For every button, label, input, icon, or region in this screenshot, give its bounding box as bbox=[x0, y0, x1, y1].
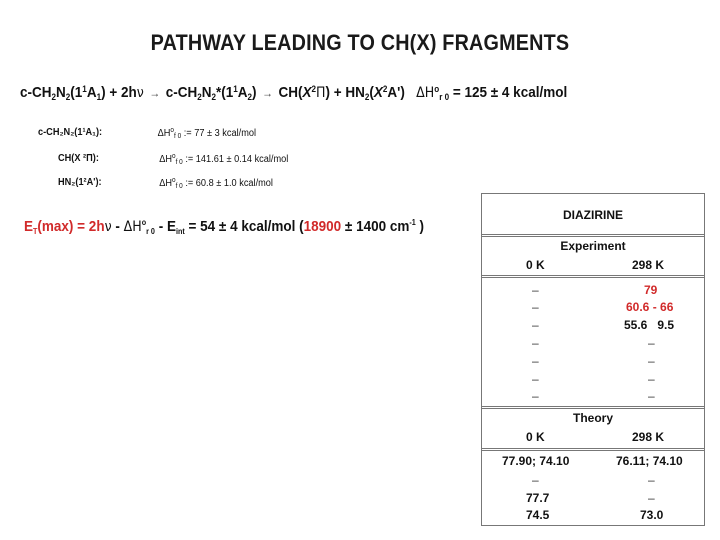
reaction-equation: $c-CH_2N_2(1^1A_1) + 2h\nu \to c-CH_2N_2*(1^1A_2) \to CH(X^2\Pi) + HN_2(X^2A')$ $\Delta H^o_{r 0} = 125 \pm 4$ kcal/mol bbox=[20, 84, 568, 102]
table-divider bbox=[482, 275, 704, 278]
col-header-0k: 0 K bbox=[526, 258, 545, 272]
table-cell: – bbox=[532, 389, 539, 403]
table-cell: 79 bbox=[644, 283, 658, 297]
table-cell: 73.0 bbox=[640, 508, 664, 522]
table-cell: – bbox=[648, 389, 655, 403]
col-header-0k: 0 K bbox=[526, 430, 545, 444]
table-cell: – bbox=[532, 283, 539, 297]
table-cell: – bbox=[648, 336, 655, 350]
table-divider bbox=[482, 448, 704, 451]
table-cell: – bbox=[532, 354, 539, 368]
reaction-arrow-icon: → bbox=[149, 86, 161, 100]
table-cell: 76.11; 74.10 bbox=[616, 454, 683, 468]
table-cell: 55.6 9.5 bbox=[624, 318, 675, 332]
experiment-label: Experiment bbox=[560, 239, 626, 253]
theory-label: Theory bbox=[572, 411, 613, 425]
table-cell: – bbox=[532, 473, 539, 487]
reaction-arrow-icon: → bbox=[262, 86, 273, 100]
table-cell: – bbox=[532, 336, 539, 350]
table-cell: 77.7 bbox=[526, 491, 550, 505]
col-header-298k: 298 K bbox=[632, 258, 665, 272]
table-cell: 60.6 - 66 bbox=[626, 300, 674, 314]
table-cell: 74.5 bbox=[526, 508, 550, 522]
table-title: DIAZIRINE bbox=[563, 208, 623, 222]
table-cell: – bbox=[648, 473, 655, 487]
table-cell: – bbox=[532, 318, 539, 332]
table-cell: – bbox=[648, 491, 655, 505]
table-cell: – bbox=[532, 372, 539, 386]
table-cell: – bbox=[648, 354, 655, 368]
diazirine-table bbox=[481, 193, 705, 526]
col-header-298k: 298 K bbox=[632, 430, 665, 444]
table-cell: 77.90; 74.10 bbox=[502, 454, 570, 468]
table-cell: – bbox=[532, 300, 539, 314]
table-cell: – bbox=[648, 372, 655, 386]
energy-equation: $E_T(\max) = 2h\nu - \Delta H^o_{r 0} - E_{int} = 54 \pm 4$ kcal/mol (18900 ± 1400 $cm^{-1}$ ) bbox=[24, 218, 425, 236]
table-divider bbox=[482, 234, 704, 237]
page-title: PATHWAY LEADING TO CH(X) FRAGMENTS bbox=[150, 30, 570, 55]
table-divider bbox=[482, 406, 704, 409]
